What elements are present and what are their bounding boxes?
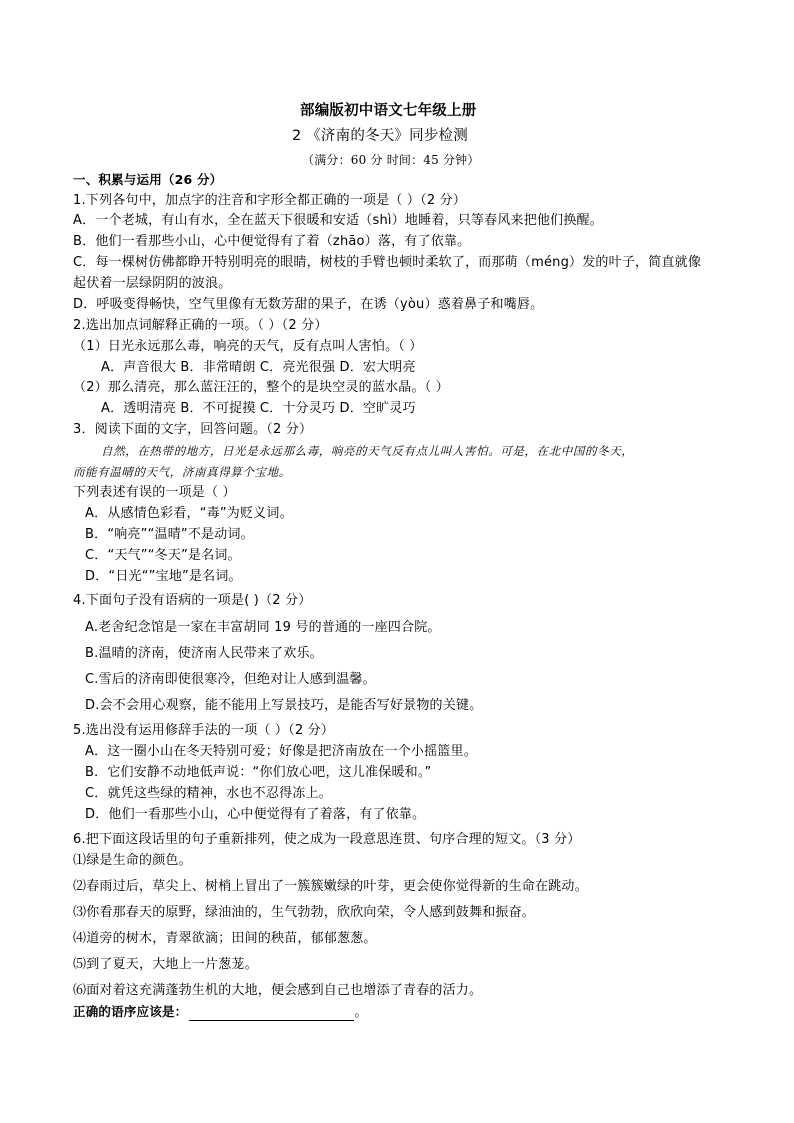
q4-option-b: B.温晴的济南，使济南人民带来了欢乐。 xyxy=(85,646,323,661)
q1-stem: 1.下列各句中，加点字的注音和字形全都正确的一项是（ ）（2 分） xyxy=(73,193,467,208)
section-heading: 一、积累与运用（26 分） xyxy=(73,172,223,187)
q6-stem: 6.把下面这段话里的句子重新排列，使之成为一段意思连贯、句序合理的短文。（3 分） xyxy=(73,832,581,847)
q6-answer-row xyxy=(73,1004,368,1021)
q2-sub1-options: A．声音很大 B．非常晴朗 C．亮光很强 D．宏大明亮 xyxy=(101,360,416,375)
q3-stem: 3．阅读下面的文字，回答问题。（2 分） xyxy=(73,422,313,437)
q6-sentence-4: ⑷道旁的树木，青翠欲滴；田间的秧苗，郁郁葱葱。 xyxy=(73,931,377,946)
q3-option-a: A．从感情色彩看，“毒”为贬义词。 xyxy=(85,506,293,521)
q6-sentence-1: ⑴绿是生命的颜色。 xyxy=(73,853,192,868)
q3-option-d: D．“日光“”宝地”是名词。 xyxy=(85,569,242,584)
q5-option-b: B．它们安静不动地低声说：“你们放心吧，这儿准保暖和。” xyxy=(85,765,432,780)
q4-stem: 4.下面句子没有语病的一项是( )（2 分） xyxy=(73,593,312,608)
exam-meta: （满分：60 分 时间：45 分钟） xyxy=(302,153,480,167)
q5-option-d: D．他们一看那些小山，心中便觉得有了着落，有了依靠。 xyxy=(85,807,426,822)
q1-option-b: B．他们一看那些小山，心中便觉得有了着（zhāo）落，有了依靠。 xyxy=(73,234,471,249)
q3-question: 下列表述有误的一项是（ ） xyxy=(73,485,236,500)
q6-sentence-2: ⑵春雨过后，草尖上、树梢上冒出了一簇簇嫩绿的叶芽，更会使你觉得新的生命在跳动。 xyxy=(73,879,588,894)
q5-option-a: A．这一圈小山在冬天特别可爱；好像是把济南放在一个小摇篮里。 xyxy=(85,744,477,759)
q6-sentence-3: ⑶你看那春天的原野，绿油油的，生气勃勃，欣欣向荣，令人感到鼓舞和振奋。 xyxy=(73,905,536,920)
q3-passage-line2: 而能有温晴的天气，济南真得算个宝地。 xyxy=(73,465,291,479)
document-title: 部编版初中语文七年级上册 xyxy=(300,103,477,119)
q1-option-a: A．一个老城，有山有水，全在蓝天下很暖和安适（shì）地睡着，只等春风来把他们换醒。 xyxy=(73,213,603,228)
answer-label: 正确的语序应该是： xyxy=(73,1004,188,1019)
q1-option-d: D．呼吸变得畅快，空气里像有无数芳甜的果子，在诱（yòu）惑着鼻子和嘴唇。 xyxy=(73,297,544,312)
q3-passage-line1: 自然，在热带的地方，日光是永远那么毒，响亮的天气反有点儿叫人害怕。可是，在北中国的冬天， xyxy=(101,444,634,458)
q6-sentence-5: ⑸到了夏天，大地上一片葱茏。 xyxy=(73,957,258,972)
q3-option-b: B．“响亮”“温晴”不是动词。 xyxy=(85,527,254,542)
answer-end: 。 xyxy=(354,1005,368,1020)
q3-option-c: C．“天气”“冬天”是名词。 xyxy=(85,548,241,563)
q2-sub2-options: A．透明清亮 B．不可捉摸 C．十分灵巧 D．空旷灵巧 xyxy=(101,401,416,416)
q4-option-c: C.雪后的济南即使很寒冷，但绝对让人感到温馨。 xyxy=(85,672,376,687)
q2-stem: 2.选出加点词解释正确的一项。（ ）（2 分） xyxy=(73,318,328,333)
q2-sub1: （1）日光永远那么毒，响亮的天气，反有点叫人害怕。（ ） xyxy=(73,339,423,354)
q4-option-a: A.老舍纪念馆是一家在丰富胡同 19 号的普通的一座四合院。 xyxy=(85,620,441,635)
q5-stem: 5.选出没有运用修辞手法的一项（ ）（2 分） xyxy=(73,723,335,738)
answer-blank[interactable] xyxy=(189,1007,354,1021)
q4-option-d: D.会不会用心观察，能不能用上写景技巧，是能否写好景物的关键。 xyxy=(85,698,483,713)
q6-sentence-6: ⑹面对着这充满蓬勃生机的大地，便会感到自己也增添了青春的活力。 xyxy=(73,983,483,998)
q2-sub2: （2）那么清亮，那么蓝汪汪的，整个的是块空灵的蓝水晶。（ ） xyxy=(73,380,449,395)
document-subtitle: 2 《济南的冬天》同步检测 xyxy=(292,128,468,144)
q5-option-c: C．就凭这些绿的精神，水也不忍得冻上。 xyxy=(85,786,332,801)
q1-option-c: C．每一棵树仿佛都睁开特别明亮的眼睛，树枝的手臂也顿时柔软了，而那萌（méng）发的叶子，简直就像 xyxy=(73,255,702,270)
q1-option-c-cont: 起伏着一层绿阴阴的波浪。 xyxy=(73,276,232,291)
